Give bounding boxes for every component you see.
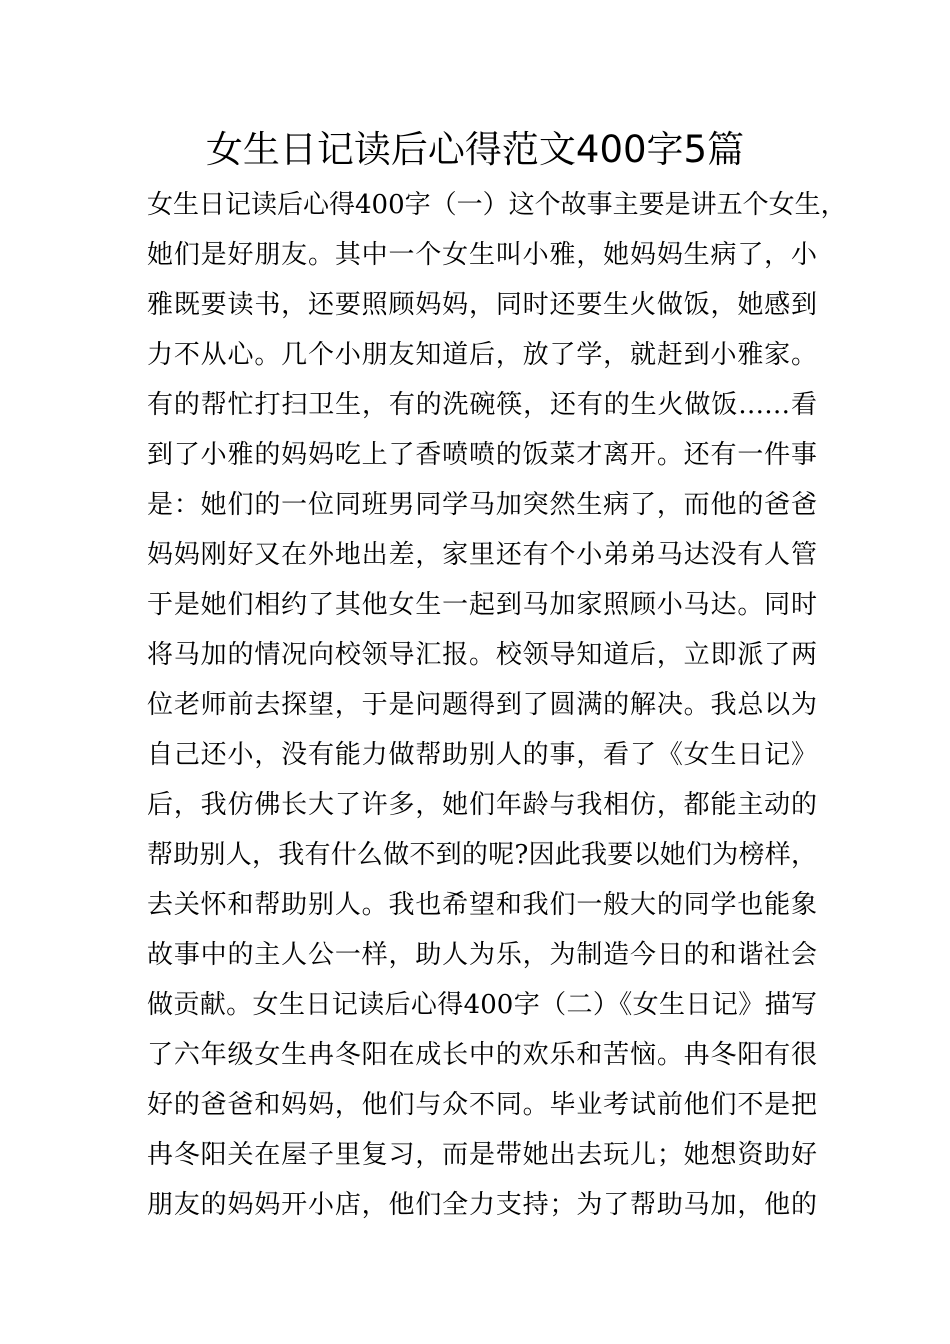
text-line: 去关怀和帮助别人。我也希望和我们一般大的同学也能象 — [147, 890, 817, 920]
text-line: 帮助别人，我有什么做不到的呢?因此我要以她们为榜样， — [147, 840, 817, 870]
text-line: 朋友的妈妈开小店，他们全力支持；为了帮助马加，他的 — [147, 1190, 817, 1220]
text-line: 有的帮忙打扫卫生，有的洗碗筷，还有的生火做饭……看 — [147, 390, 817, 420]
text-line: 位老师前去探望，于是问题得到了圆满的解决。我总以为 — [147, 690, 817, 720]
text-line: 好的爸爸和妈妈，他们与众不同。毕业考试前他们不是把 — [147, 1090, 817, 1120]
text-line: 故事中的主人公一样，助人为乐，为制造今日的和谐社会 — [147, 940, 817, 970]
text-line: 做贡献。女生日记读后心得400字（二）《女生日记》描写 — [147, 990, 817, 1020]
text-line: 后，我仿佛长大了许多，她们年龄与我相仿，都能主动的 — [147, 790, 817, 820]
document-title: 女生日记读后心得范文400字5篇 — [205, 128, 745, 171]
text-line: 妈妈刚好又在外地出差，家里还有个小弟弟马达没有人管 — [147, 540, 817, 570]
text-line: 她们是好朋友。其中一个女生叫小雅，她妈妈生病了，小 — [147, 240, 817, 270]
text-line: 女生日记读后心得400字（一）这个故事主要是讲五个女生， — [147, 190, 847, 220]
text-line: 雅既要读书，还要照顾妈妈，同时还要生火做饭，她感到 — [147, 290, 817, 320]
text-line: 是：她们的一位同班男同学马加突然生病了，而他的爸爸 — [147, 490, 817, 520]
text-line: 力不从心。几个小朋友知道后，放了学，就赶到小雅家。 — [147, 340, 817, 370]
document-body — [147, 180, 847, 1230]
text-line: 自己还小，没有能力做帮助别人的事，看了《女生日记》 — [147, 740, 817, 770]
text-line: 冉冬阳关在屋子里复习，而是带她出去玩儿；她想资助好 — [147, 1140, 817, 1170]
text-line: 于是她们相约了其他女生一起到马加家照顾小马达。同时 — [147, 590, 817, 620]
text-line: 了六年级女生冉冬阳在成长中的欢乐和苦恼。冉冬阳有很 — [147, 1040, 817, 1070]
text-line: 到了小雅的妈妈吃上了香喷喷的饭菜才离开。还有一件事 — [147, 440, 817, 470]
text-line: 将马加的情况向校领导汇报。校领导知道后，立即派了两 — [147, 640, 817, 670]
